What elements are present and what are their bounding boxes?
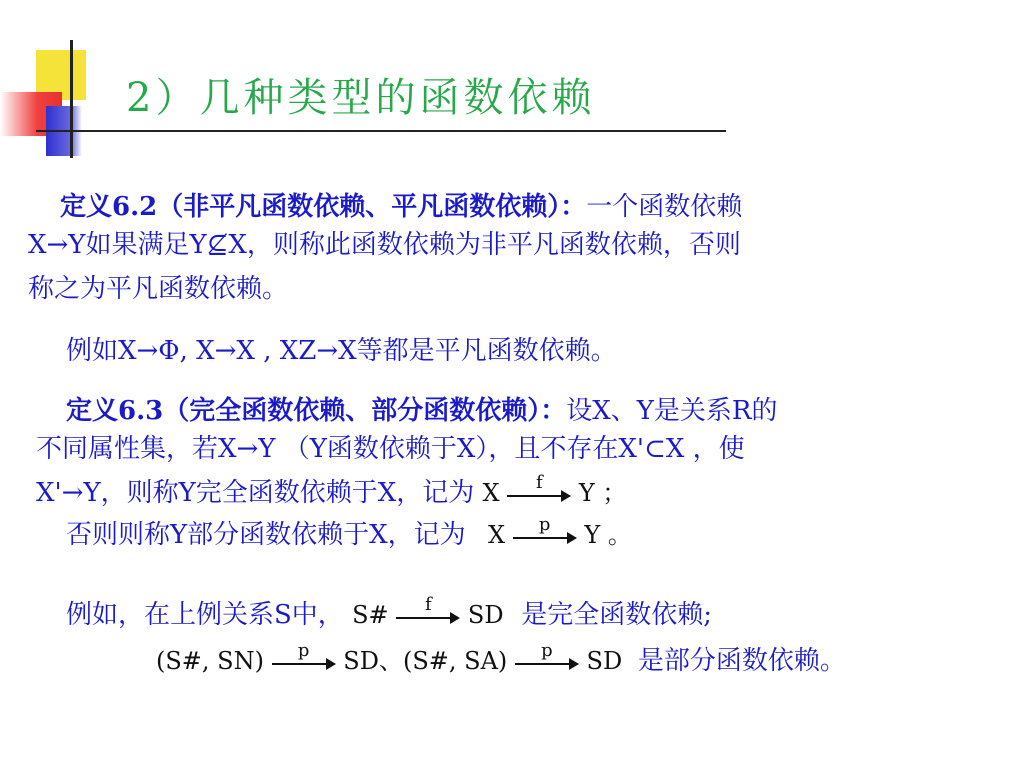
ex3-arrow xyxy=(515,639,579,672)
partial-dep-end: 。 xyxy=(607,521,632,549)
deco-vertical-line xyxy=(70,40,73,158)
example2-line1 xyxy=(66,593,713,630)
ex1-notation xyxy=(352,593,511,629)
def63-line4-text: 否则则称Y部分函数依赖于X，记为 xyxy=(66,520,466,550)
def62-line1 xyxy=(60,192,742,222)
full-dep-arrow xyxy=(507,471,571,504)
ex3-rhs: SD xyxy=(586,647,623,675)
full-dep-rhs: Y xyxy=(578,479,595,507)
ex2-suffix: 是部分函数依赖。 xyxy=(637,646,846,676)
def63-line1 xyxy=(66,396,778,426)
def63-line1-rest: 设X、Y是关系R的 xyxy=(566,396,778,426)
ex2-lhs: (S#, SN) xyxy=(156,647,264,675)
ex-separator: 、 xyxy=(378,647,403,675)
def62-heading: 定义6.2（非平凡函数依赖、平凡函数依赖）： xyxy=(60,192,587,222)
ex1-label: f xyxy=(424,593,432,615)
def63-line3 xyxy=(36,471,627,508)
ex2-rhs: SD xyxy=(343,647,379,675)
title-underline xyxy=(36,130,726,132)
partial-dep-lhs: X xyxy=(487,521,506,549)
full-dep-notation xyxy=(482,471,627,507)
full-dep-label: f xyxy=(535,471,543,493)
example2-prefix: 例如，在上例关系S中， xyxy=(66,600,344,630)
def63-line4 xyxy=(66,513,632,550)
def63-heading: 定义6.3（完全函数依赖、部分函数依赖）： xyxy=(66,396,567,426)
ex1-lhs: S# xyxy=(352,601,389,629)
slide-title: 2）几种类型的函数依赖 xyxy=(126,75,596,121)
ex1-rhs: SD xyxy=(467,601,504,629)
ex3-lhs: (S#, SA) xyxy=(402,647,508,675)
full-dep-end: ； xyxy=(602,479,627,507)
def62-line3: 称之为平凡函数依赖。 xyxy=(28,274,289,304)
ex1-arrow xyxy=(396,593,460,626)
def62-line2: X→Y如果满足Y⊈X，则称此函数依赖为非平凡函数依赖，否则 xyxy=(28,230,741,260)
ex2-notation xyxy=(156,639,630,675)
ex3-label: p xyxy=(541,639,553,661)
partial-dep-rhs: Y xyxy=(584,521,601,549)
def62-line1-rest: 一个函数依赖 xyxy=(586,192,743,222)
def63-line2: 不同属性集，若X→Y （Y函数依赖于X），且不存在X'⊂X ，使 xyxy=(36,434,745,464)
ex2-label: p xyxy=(297,639,310,661)
full-dep-lhs: X xyxy=(482,479,500,507)
partial-dep-arrow xyxy=(513,513,577,546)
ex1-suffix: 是完全函数依赖; xyxy=(521,600,713,630)
partial-dep-notation xyxy=(487,513,632,549)
partial-dep-label: p xyxy=(538,513,551,535)
example2-line2 xyxy=(156,639,846,676)
example-trivial: 例如X→Φ, X→X , XZ→X等都是平凡函数依赖。 xyxy=(66,336,617,366)
def63-line3-text: X'→Y，则称Y完全函数依赖于X，记为 xyxy=(36,478,475,508)
ex2-arrow xyxy=(272,639,336,672)
